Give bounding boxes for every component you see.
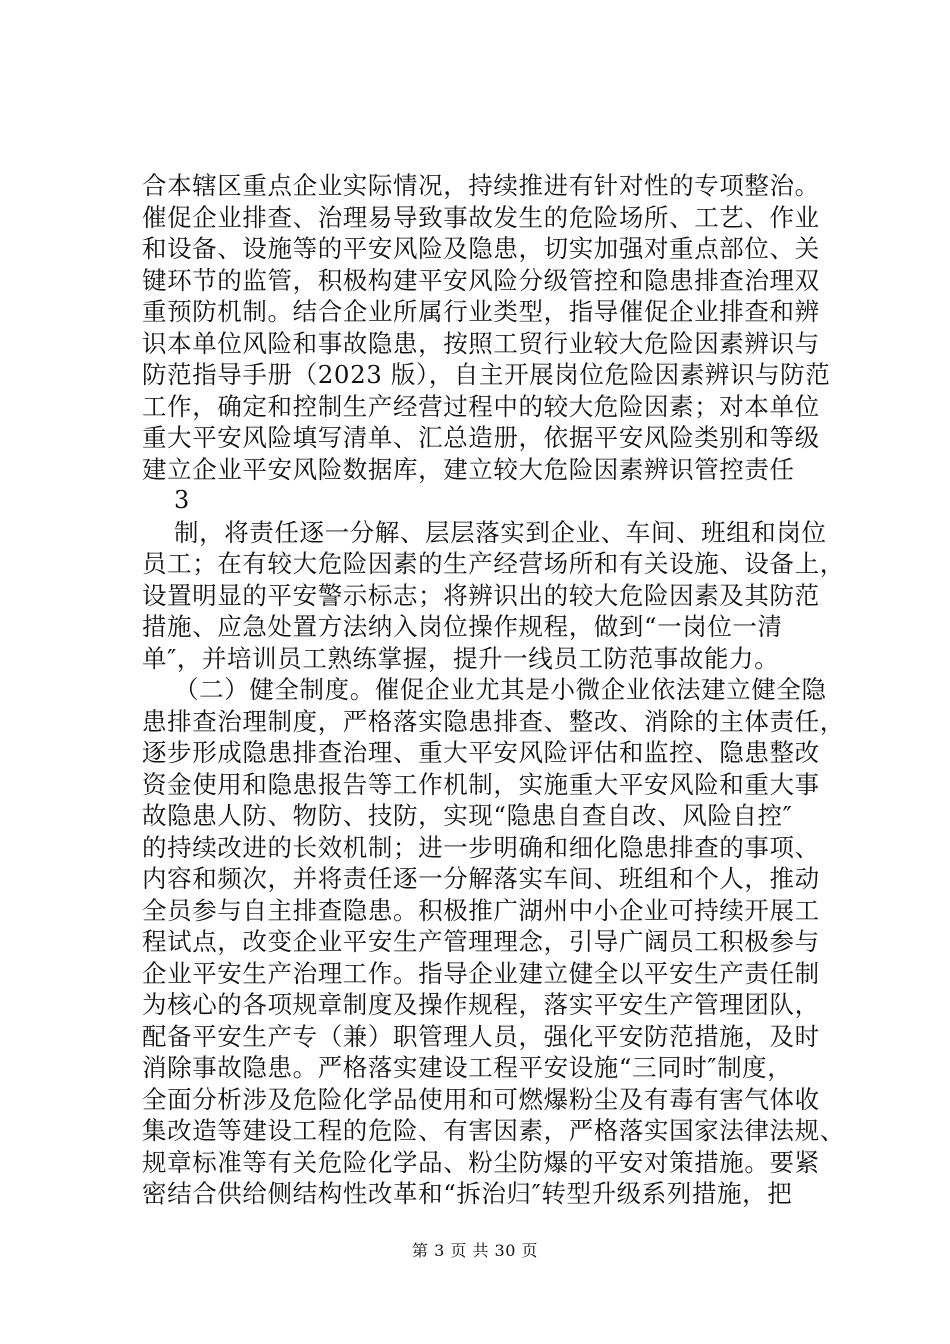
body-line: 工作，确定和控制生产经营过程中的较大危险因素；对本单位 [142,391,820,421]
body-line: 制，将责任逐一分解、层层落实到企业、车间、班组和岗位 [174,517,827,547]
body-line: 和设备、设施等的平安风险及隐患，切实加强对重点部位、关 [142,234,820,263]
body-line: 程试点，改变企业平安生产管理理念，引导广阔员工积极参与 [142,927,820,956]
body-line: 全面分析涉及危险化学品使用和可燃爆粉尘及有毒有害气体收 [142,1084,820,1114]
body-line: 全员参与自主排查隐患。积极推广湖州中小企业可持续开展工 [142,895,820,925]
body-line: 故隐患人防、物防、技防，实现“隐患自查自改、风险自控″ [142,801,793,830]
body-line: 措施、应急处置方法纳入岗位操作规程，做到“一岗位一清 [142,612,783,641]
page-footer: 第 3 页 共 30 页 [412,1241,538,1260]
body-line: 识本单位风险和事故隐患，按照工贸行业较大危险因素辨识与 [142,328,820,358]
body-line: （二）健全制度。催促企业尤其是小微企业依法建立健全隐 [174,675,827,704]
body-line: 企业平安生产治理工作。指导企业建立健全以平安生产责任制 [142,958,820,988]
inline-page-number: 3 [174,486,190,514]
body-line: 单″，并培训员工熟练掌握，提升一线员工防范事故能力。 [142,643,780,673]
body-line: 设置明显的平安警示标志；将辨识出的较大危险因素及其防范 [142,580,820,610]
body-line: 密结合供给侧结构性改革和“拆治归″转型升级系列措施，把 [142,1179,793,1208]
body-line: 患排查治理制度，严格落实隐患排查、整改、消除的主体责任， [142,706,845,736]
body-line: 重预防机制。结合企业所属行业类型，指导催促企业排查和辨 [142,297,820,326]
document-body [142,170,845,1210]
body-line: 的持续改进的长效机制；进一步明确和细化隐患排查的事项、 [142,832,820,862]
body-line: 键环节的监管，积极构建平安风险分级管控和隐患排查治理双 [142,265,820,295]
body-line: 重大平安风险填写清单、汇总造册，依据平安风险类别和等级 [142,423,820,452]
body-line: 员工；在有较大危险因素的生产经营场所和有关设施、设备上， [142,549,845,578]
body-line: 防范指导手册（2023 版），自主开展岗位危险因素辨识与防范 [142,360,831,389]
body-line: 建立企业平安风险数据库，建立较大危险因素辨识管控责任 [142,454,795,484]
body-line: 规章标准等有关危险化学品、粉尘防爆的平安对策措施。要紧 [142,1147,820,1177]
body-line: 集改造等建设工程的危险、有害因素，严格落实国家法律法规、 [142,1116,845,1145]
body-line: 逐步形成隐患排查治理、重大平安风险评估和监控、隐患整改 [142,738,820,767]
body-line: 资金使用和隐患报告等工作机制，实施重大平安风险和重大事 [142,769,820,799]
body-line: 合本辖区重点企业实际情况，持续推进有针对性的专项整治。 [142,171,820,200]
body-line: 消除事故隐患。严格落实建设工程平安设施“三同时″制度， [142,1053,793,1082]
body-line: 内容和频次，并将责任逐一分解落实车间、班组和个人，推动 [142,864,820,893]
body-line: 催促企业排查、治理易导致事故发生的危险场所、工艺、作业 [142,202,820,232]
body-line: 配备平安生产专（兼）职管理人员，强化平安防范措施，及时 [142,1021,820,1051]
body-line: 为核心的各项规章制度及操作规程，落实平安生产管理团队， [142,990,820,1019]
